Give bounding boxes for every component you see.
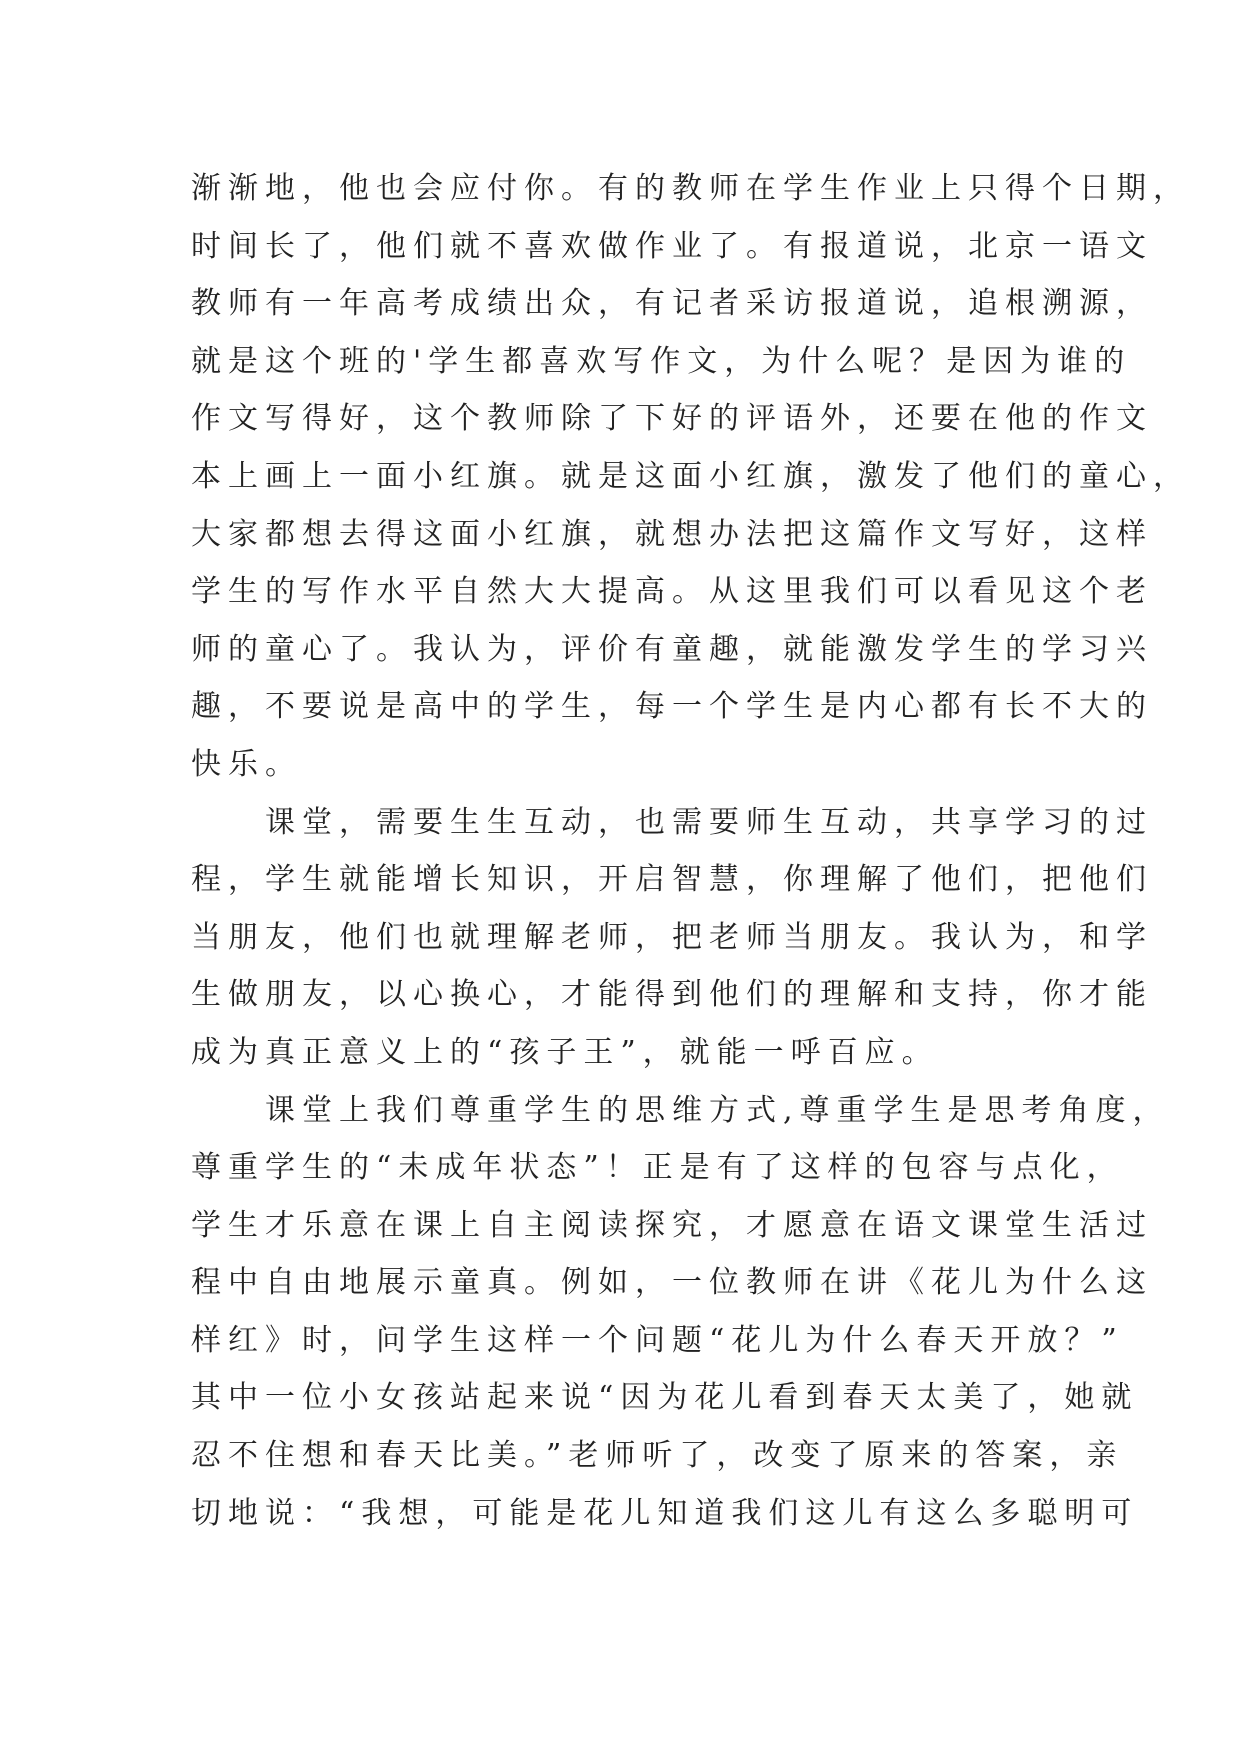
text-line: 快乐。	[191, 746, 302, 782]
text-line: 生做朋友，以心换心，才能得到他们的理解和支持，你才能	[191, 977, 1153, 1013]
text-line: 渐渐地，他也会应付你。有的教师在学生作业上只得个日期，	[191, 171, 1190, 206]
text-line: 样红》时，问学生这样一个问题“花儿为什么春天开放？”	[191, 1322, 1124, 1358]
text-line: 学生的写作水平自然大大提高。从这里我们可以看见这个老	[191, 574, 1153, 610]
text-line: 就是这个班的'学生都喜欢写作文，为什么呢？是因为谁的	[191, 343, 1132, 379]
text-line: 作文写得好，这个教师除了下好的评语外，还要在他的作文	[191, 401, 1153, 437]
text-line: 本上画上一面小红旗。就是这面小红旗，激发了他们的童心，	[191, 458, 1190, 494]
text-line: 当朋友，他们也就理解老师，把老师当朋友。我认为，和学	[191, 919, 1153, 955]
text-line: 学生才乐意在课上自主阅读探究，才愿意在语文课堂生活过	[191, 1207, 1153, 1243]
text-line: 程，学生就能增长知识，开启智慧，你理解了他们，把他们	[191, 862, 1153, 898]
text-line: 课堂上我们尊重学生的思维方式,尊重学生是思考角度，	[191, 1092, 1170, 1128]
text-line: 切地说：“我想，可能是花儿知道我们这儿有这么多聪明可	[191, 1495, 1139, 1531]
text-line: 成为真正意义上的“孩子王”，就能一呼百应。	[191, 1034, 939, 1070]
text-line: 程中自由地展示童真。例如，一位教师在讲《花儿为什么这	[191, 1265, 1153, 1301]
text-line: 师的童心了。我认为，评价有童趣，就能激发学生的学习兴	[191, 631, 1153, 667]
text-line: 尊重学生的“未成年状态”！正是有了这样的包容与点化，	[191, 1150, 1124, 1186]
text-line: 时间长了，他们就不喜欢做作业了。有报道说，北京一语文	[191, 228, 1153, 264]
text-line: 趣，不要说是高中的学生，每一个学生是内心都有长不大的	[191, 689, 1153, 725]
text-line: 课堂，需要生生互动，也需要师生互动，共享学习的过	[191, 804, 1153, 840]
text-line: 忍不住想和春天比美。”老师听了，改变了原来的答案，亲	[191, 1438, 1124, 1474]
text-line: 教师有一年高考成绩出众，有记者采访报道说，追根溯源，	[191, 286, 1153, 322]
body-text	[191, 160, 1190, 1542]
text-line: 大家都想去得这面小红旗，就想办法把这篇作文写好，这样	[191, 516, 1153, 552]
text-line: 其中一位小女孩站起来说“因为花儿看到春天太美了，她就	[191, 1380, 1139, 1416]
